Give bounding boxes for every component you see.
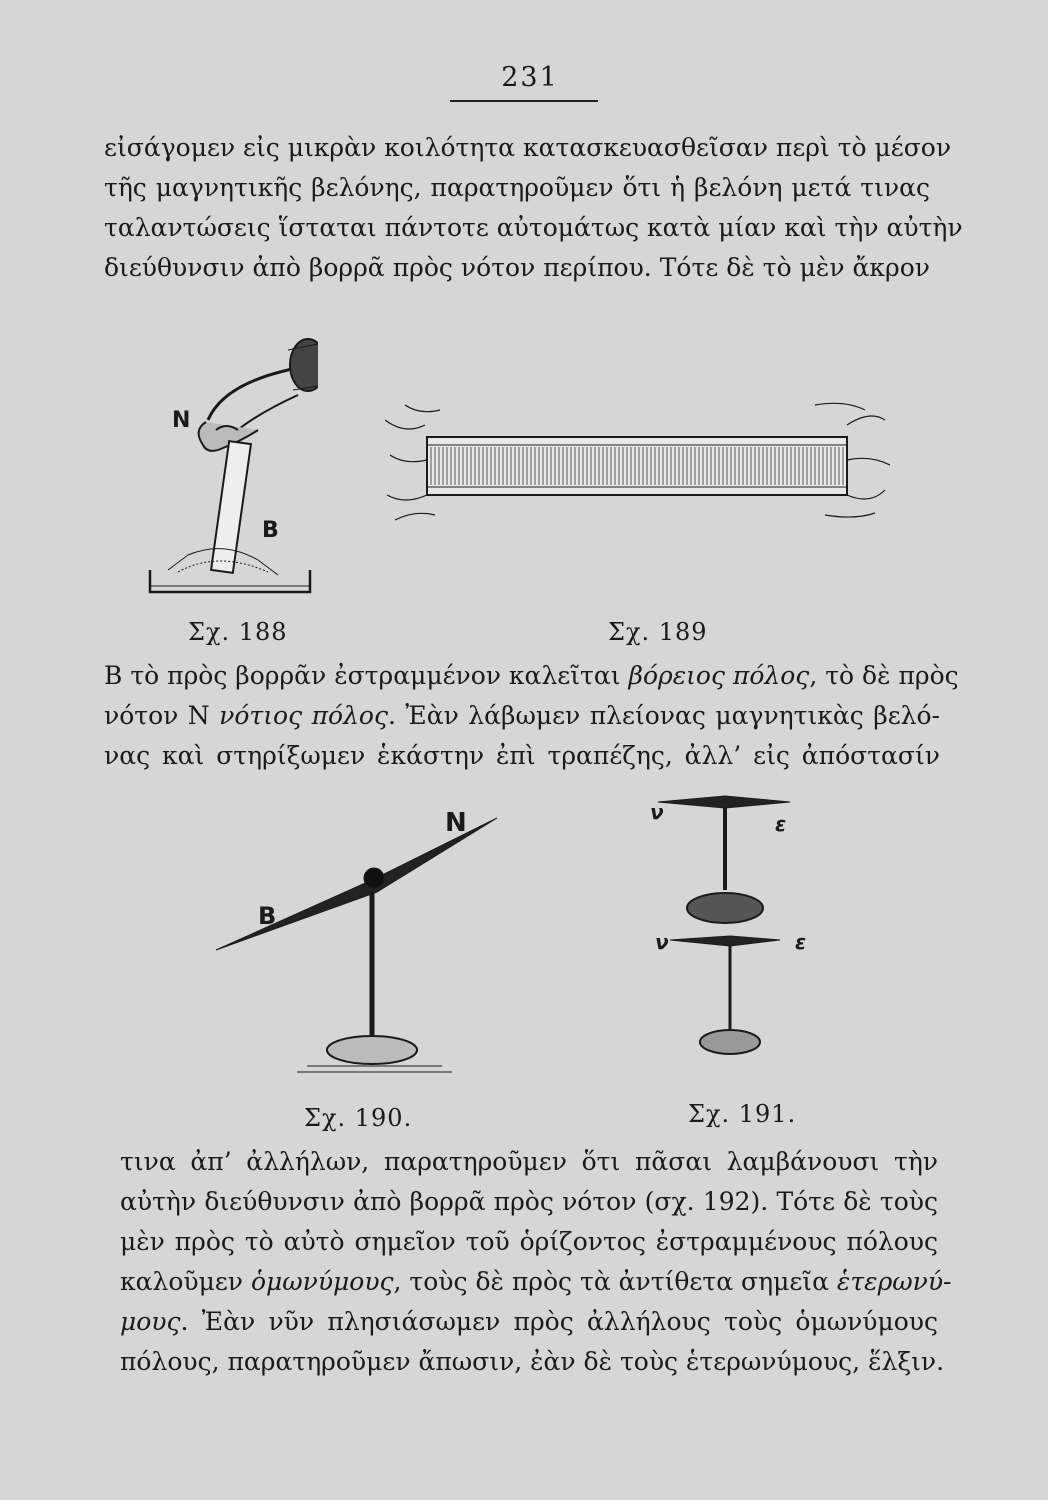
text-line: νας καὶ στηρίξωμεν ἑκάστην ἐπὶ τραπέζης, ἀλλ’ εἰς ἀπόστασίν <box>104 741 940 770</box>
fig191-label-v1: ν <box>650 800 664 824</box>
fig188-label-b: B <box>262 518 279 543</box>
fig190-label-n: N <box>445 808 467 838</box>
fig191-label-e1: ε <box>775 812 787 836</box>
fig188-label-n: N <box>172 408 191 433</box>
text-line: εἰσάγομεν εἰς μικρὰν κοιλότητα κατασκευασθεῖσαν περὶ τὸ μέσον <box>104 133 952 162</box>
text-span: καλοῦμεν <box>120 1267 251 1296</box>
text-span: , τὸ δὲ πρὸς <box>809 661 959 690</box>
text-line: τῆς μαγνητικῆς βελόνης, παρατηροῦμεν ὅτι ἡ βελόνη μετά τινας <box>104 173 930 202</box>
text-line: μὲν πρὸς τὸ αὐτὸ σημεῖον τοῦ ὁρίζοντος ἐστραμμένους πόλους <box>120 1227 938 1256</box>
fig191-caption: Σχ. 191. <box>688 1100 797 1128</box>
fig190-label-b: B <box>258 902 277 930</box>
text-span: νότον N <box>104 701 220 730</box>
term-italic: βόρειος πόλος <box>628 661 810 690</box>
term-italic: νότιος πόλος <box>219 701 388 730</box>
text-line: διεύθυνσιν ἀπὸ βορρᾶ πρὸς νότον περίπου. Τότε δὲ τὸ μὲν ἄκρον <box>104 253 930 282</box>
figure-188 <box>148 330 318 600</box>
term-italic: ὁμωνύμους <box>250 1267 394 1296</box>
text-line: αὐτὴν διεύθυνσιν ἀπὸ βορρᾶ πρὸς νότον (σχ. 192). Τότε δὲ τοὺς <box>120 1187 938 1216</box>
text-line: πόλους, παρατηροῦμεν ἄπωσιν, ἐὰν δὲ τοὺς ἑτερωνύμους, ἕλξιν. <box>120 1347 945 1376</box>
text-span: B τὸ πρὸς βορρᾶν ἐστραμμένον καλεῖται <box>104 661 629 690</box>
text-span: . Ἐὰν λάβωμεν πλείονας μαγνητικὰς βελό- <box>387 701 940 730</box>
fig191-label-v2: ν <box>655 930 669 954</box>
fig189-caption: Σχ. 189 <box>608 618 708 646</box>
header-rule <box>450 100 598 102</box>
fig188-caption: Σχ. 188 <box>188 618 288 646</box>
text-line: ταλαντώσεις ἵσταται πάντοτε αὐτομάτως κατὰ μίαν καὶ τὴν αὐτὴν <box>104 213 963 242</box>
fig190-caption: Σχ. 190. <box>304 1104 413 1132</box>
page-number: 231 <box>501 62 559 93</box>
text-line: τινα ἀπ’ ἀλλήλων, παρατηροῦμεν ὅτι πᾶσαι λαμβάνουσι τὴν <box>120 1147 938 1176</box>
paragraph-3 <box>120 1142 952 1382</box>
text-line <box>104 656 959 696</box>
text-line <box>120 1302 938 1342</box>
paragraph-1 <box>104 128 963 288</box>
term-italic: μους <box>120 1307 181 1336</box>
text-span: . Ἐὰν νῦν πλησιάσωμεν πρὸς ἀλλήλους τοὺς ὁμωνύμους <box>180 1307 938 1336</box>
paragraph-2 <box>104 656 959 776</box>
text-line <box>120 1262 952 1302</box>
term-italic: ἑτερωνύ- <box>836 1267 952 1296</box>
figure-190 <box>212 810 512 1080</box>
figure-189 <box>385 395 890 535</box>
text-line <box>104 696 940 736</box>
fig191-label-e2: ε <box>795 930 807 954</box>
text-span: , τοὺς δὲ πρὸς τὰ ἀντίθετα σημεῖα <box>393 1267 837 1296</box>
